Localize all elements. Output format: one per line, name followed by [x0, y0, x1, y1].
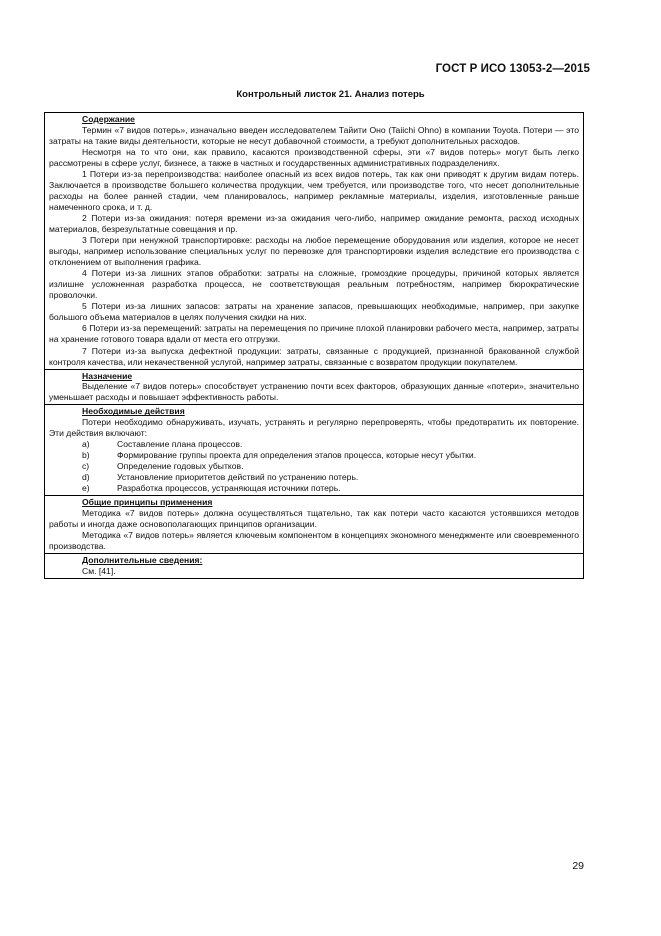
- list-marker: c): [82, 461, 90, 472]
- list-marker: d): [82, 472, 90, 483]
- list-marker: e): [82, 483, 90, 494]
- principles-paragraph: Методика «7 видов потерь» является ключевым компонентом в концепциях экономного менеджменте или своевременного производства.: [49, 529, 579, 551]
- content-paragraph: 2 Потери из-за ожидания: потеря времени из-за ожидания чего-либо, например ожидание ремонта, расход исходных материалов, безрезультатные совещания и пр.: [49, 212, 579, 235]
- section-purpose: [45, 370, 583, 406]
- list-text: Определение годовых убытков.: [117, 461, 244, 472]
- content-paragraph: 3 Потери при ненужной транспортировке: расходы на любое перемещение оборудования или изделия, которое не несет выгоды, например использование специальных услуг по перевозке для транспортировки изделия вследствие его производства с отклонением от выполнения графика.: [49, 235, 579, 268]
- content-paragraph: 5 Потери из-за лишних запасов: затраты на хранение запасов, превышающих необходимые, например, при закупке большого объема материалов в целях получения скидки на них.: [49, 301, 579, 323]
- list-item: [49, 483, 579, 494]
- section-title-additional: Дополнительные сведения:: [82, 555, 203, 566]
- section-principles: [45, 496, 583, 554]
- section-content: [45, 113, 583, 370]
- section-title-actions: Необходимые действия: [82, 406, 185, 417]
- list-marker: a): [82, 439, 90, 449]
- list-item: [49, 472, 579, 483]
- content-paragraph: Несмотря на то что они, как правило, касаются производственной сферы, эти «7 видов потерь» могут быть легко рассмотрены в сфере услуг, бизнесе, а также в частных и государственных административных подразделениях.: [49, 146, 579, 168]
- actions-intro: Потери необходимо обнаруживать, изучать, устранять и регулярно перепроверять, чтобы предотвратить их повторение. Эти действия включают:: [49, 416, 579, 438]
- section-title-content: Содержание: [82, 114, 135, 124]
- section-title-principles: Общие принципы применения: [82, 497, 213, 508]
- checklist-table: [44, 112, 584, 579]
- list-text: Формирование группы проекта для определения этапов процесса, которые несут убытки.: [117, 450, 477, 461]
- content-paragraph: 6 Потери из-за перемещений: затраты на перемещения по причине плохой планировки рабочего места, например, затраты на хранение готового товара вдали от места его отгрузки.: [49, 323, 579, 345]
- principles-paragraph: Методика «7 видов потерь» должна осуществляться тщательно, так как потери часто касаются устоявшихся методов работы и иногда даже основополагающих принципов организации.: [49, 507, 579, 529]
- section-title-purpose: Назначение: [82, 370, 133, 381]
- section-additional: [45, 554, 583, 578]
- list-item: [49, 461, 579, 472]
- content-paragraph: 7 Потери из-за выпуска дефектной продукции: затраты, связанные с продукцией, признанной бракованной службой контроля качества, или некачественной услугой, например затраты, связанные с возвратом продукции покупателем.: [49, 345, 579, 367]
- content-paragraph: Термин «7 видов потерь», изначально введен исследователем Тайити Оно (Taiichi Ohno) в компании Toyota. Потери — это затраты на такие виды деятельности, которые не несут добавочной стоимости, а требуют дополнительных расходов.: [49, 124, 579, 146]
- content-paragraph: 1 Потери из-за перепроизводства: наиболее опасный из всех видов потерь, так как они приводят к другим видам потерь. Заключается в производстве большего количества продукции, чем требуется, или производстве того, что несет дополнительные расходы на более ранней стадии, чем планировалось, например рекламные материалы, изделия, изготовленные раньше намеченного срока, и т. д.: [49, 168, 579, 212]
- standard-header: ГОСТ Р ИСО 13053-2—2015: [435, 63, 590, 75]
- additional-reference: См. [41].: [82, 565, 116, 576]
- list-text: Разработка процессов, устраняющая источники потерь.: [117, 483, 341, 494]
- list-marker: b): [82, 450, 90, 461]
- purpose-paragraph: Выделение «7 видов потерь» способствует устранению почти всех факторов, образующих данные «потери», значительно уменьшает расходы и повышает эффективность работы.: [49, 381, 579, 403]
- list-item: [49, 450, 579, 461]
- list-text: Составление плана процессов.: [117, 439, 243, 449]
- section-actions: [45, 405, 583, 496]
- table-caption: Контрольный листок 21. Анализ потерь: [236, 89, 425, 100]
- list-item: [49, 439, 579, 450]
- content-paragraph: 4 Потери из-за лишних этапов обработки: затраты на сложные, громоздкие процедуры, причиной которых является излишне усложненная разработка процесса, не соответствующая реальным потребностям, например бюрократические проволочки.: [49, 268, 579, 301]
- page-number: 29: [572, 860, 584, 872]
- list-text: Установление приоритетов действий по устранению потерь.: [117, 472, 359, 483]
